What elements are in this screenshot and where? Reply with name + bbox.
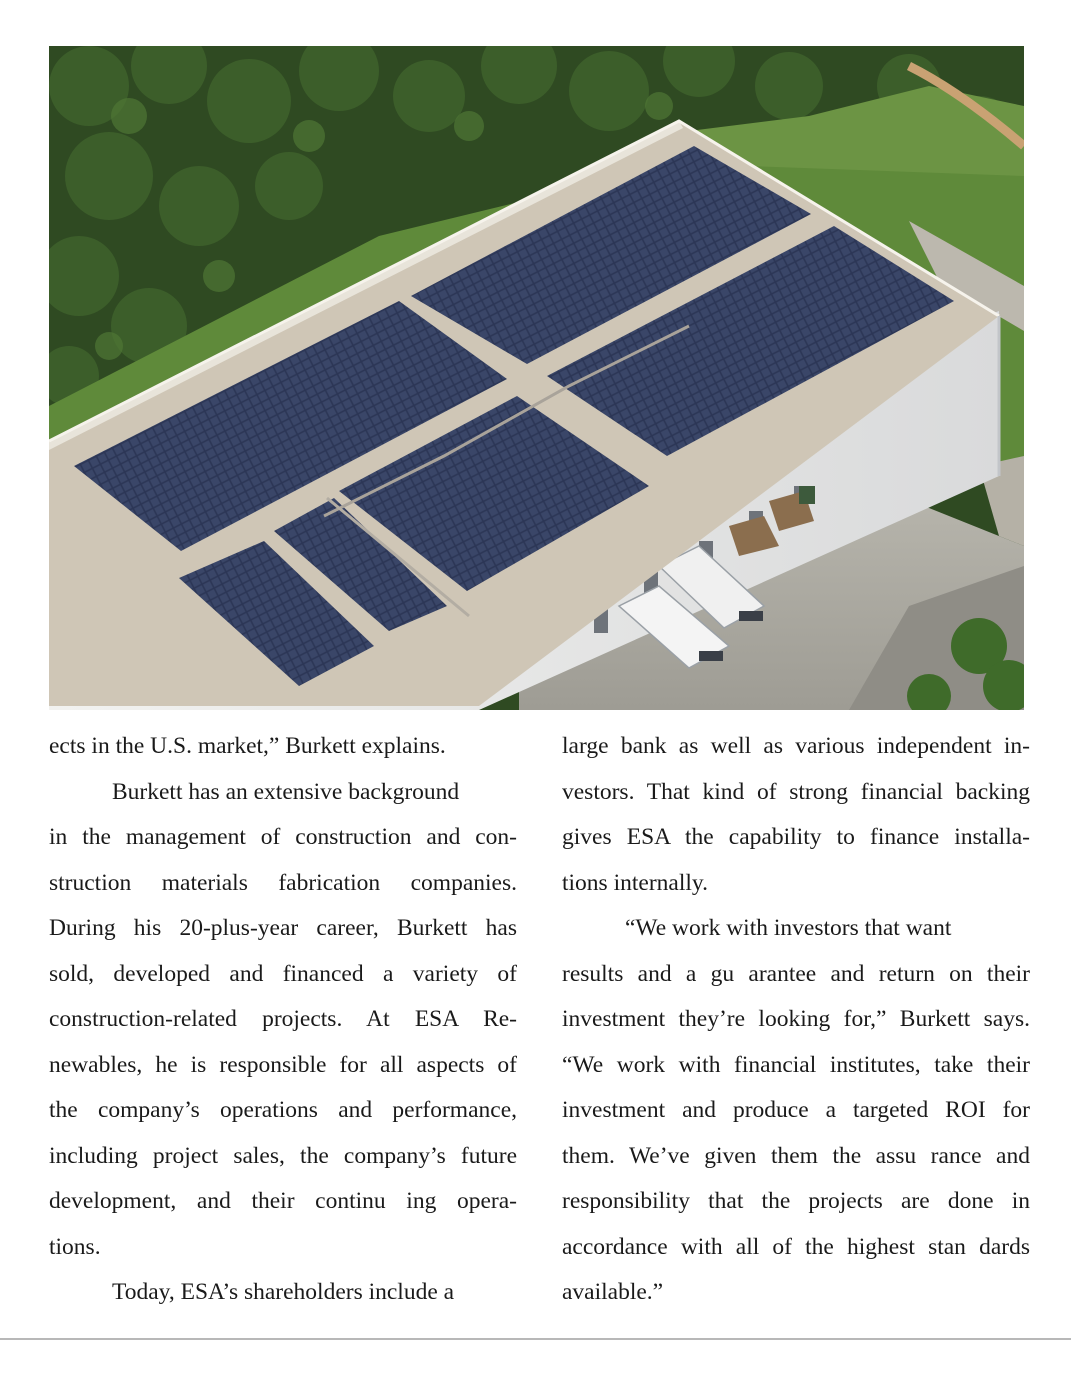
paragraph-line: Today, ESA’s shareholders include a bbox=[112, 1279, 455, 1305]
paragraph-line: tions internally. bbox=[562, 869, 708, 896]
article-column-left bbox=[49, 724, 517, 1316]
paragraph-line: in the management of construction and con- bbox=[49, 824, 517, 850]
paragraph-line: struction materials fabrication companies. bbox=[49, 869, 517, 896]
paragraph-line: vestors. That kind of strong financial backing bbox=[562, 778, 1030, 805]
paragraph-line: “We work with investors that want bbox=[625, 915, 952, 941]
paragraph-line: accordance with all of the highest stan dards bbox=[562, 1233, 1030, 1260]
paragraph-line: the company’s operations and performance, bbox=[49, 1097, 517, 1123]
paragraph-line: tions. bbox=[49, 1233, 101, 1260]
paragraph-line: newables, he is responsible for all aspects of bbox=[49, 1051, 517, 1078]
paragraph-line: construction-related projects. At ESA Re- bbox=[49, 1006, 517, 1032]
paragraph-line: investment and produce a targeted ROI for bbox=[562, 1097, 1030, 1123]
paragraph-line: During his 20-plus-year career, Burkett has bbox=[49, 915, 517, 941]
paragraph-line: results and a gu arantee and return on their bbox=[562, 960, 1030, 987]
paragraph-line: investment they’re looking for,” Burkett says. bbox=[562, 1006, 1030, 1032]
paragraph-line: including project sales, the company’s future bbox=[49, 1142, 517, 1169]
paragraph-line: ects in the U.S. market,” Burkett explains. bbox=[49, 733, 446, 759]
paragraph-line: gives ESA the capability to finance installa- bbox=[562, 824, 1030, 850]
paragraph-line: “We work with financial institutes, take their bbox=[562, 1051, 1030, 1078]
paragraph-line: sold, developed and financed a variety of bbox=[49, 960, 517, 987]
paragraph-line: large bank as well as various independent in- bbox=[562, 733, 1030, 759]
paragraph-line: Burkett has an extensive background bbox=[112, 778, 460, 805]
aerial-photo-illustration bbox=[49, 46, 1024, 710]
paragraph-line: them. We’ve given them the assu rance and bbox=[562, 1142, 1030, 1169]
paragraph-line: development, and their continu ing opera- bbox=[49, 1188, 517, 1214]
solar-roof-photo bbox=[49, 46, 1024, 710]
article-column-right bbox=[562, 724, 1030, 1316]
paragraph-line: responsibility that the projects are done in bbox=[562, 1188, 1030, 1214]
page-bottom-rule bbox=[0, 1338, 1071, 1340]
paragraph-line: available.” bbox=[562, 1279, 664, 1305]
